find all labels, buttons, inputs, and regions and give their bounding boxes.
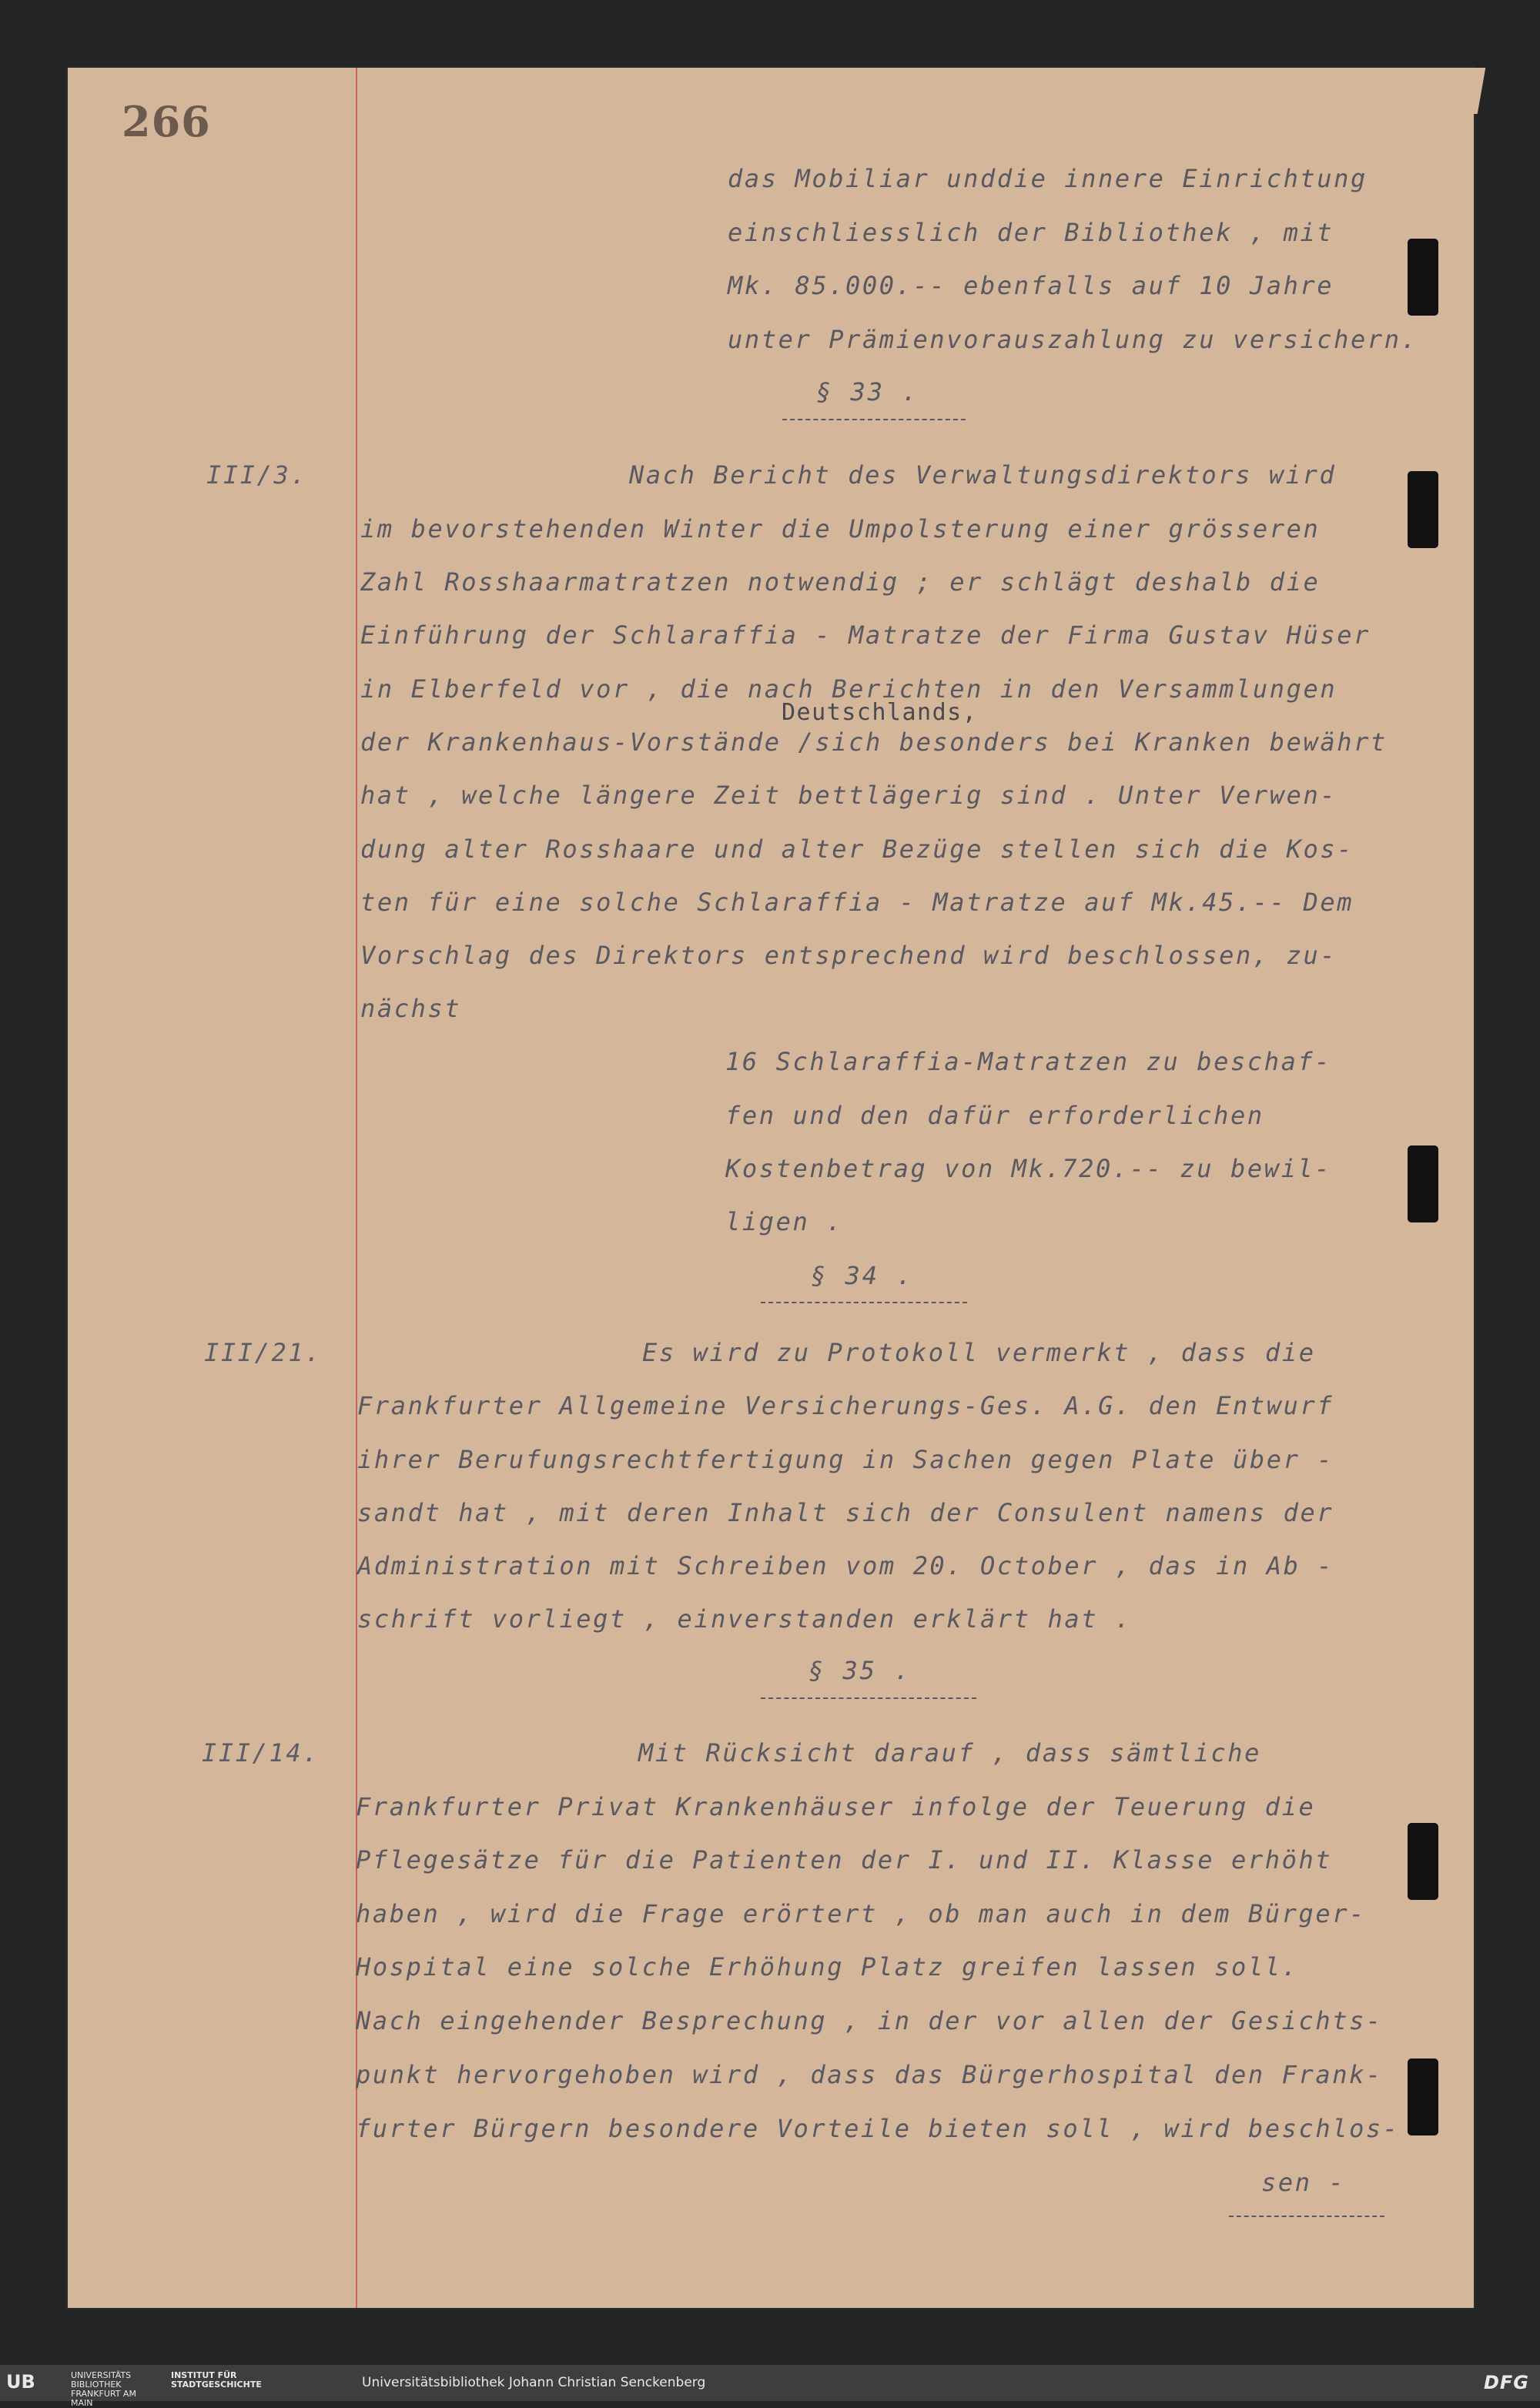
entry-reference: III/21. [204,1338,323,1367]
text-line: ihrer Berufungsrechtfertigung in Sachen gegen Plate über - [357,1445,1334,1474]
section-rule [761,1302,967,1303]
text-line: im bevorstehenden Winter die Umpolsterung einer grösseren [360,514,1321,543]
resolution-line: ligen . [725,1207,844,1236]
viewer-footer [0,2365,1540,2408]
text-line: Frankfurter Privat Krankenhäuser infolge der Teuerung die [356,1792,1316,1821]
text-line: Nach Bericht des Verwaltungsdirektors wird [629,460,1337,490]
text-line: Zahl Rosshaarmatratzen notwendig ; er schlägt deshalb die [360,567,1321,597]
text-line: Vorschlag des Direktors entsprechend wird beschlossen, zu- [360,941,1337,970]
continuation-mark: sen - [1261,2168,1346,2197]
text-line: unter Prämienvorauszahlung zu versichern. [728,325,1418,354]
text-line: ten für eine solche Schlaraffia - Matratze auf Mk.45.-- Dem [360,888,1354,917]
text-line: Administration mit Schreiben vom 20. October , das in Ab - [357,1551,1334,1580]
tab-marker [1408,2059,1438,2135]
resolution-line: fen und den dafür erforderlichen [725,1101,1264,1130]
section-rule [782,419,966,420]
tab-marker [1408,1145,1438,1222]
text-line: dung alter Rosshaare und alter Bezüge stellen sich die Kos- [360,834,1354,864]
isg-logo: INSTITUT FÜR STADTGESCHICHTE [171,2370,262,2390]
text-line: einschliesslich der Bibliothek , mit [728,218,1334,247]
section-rule [761,1697,976,1699]
text-line: das Mobiliar unddie innere Einrichtung [728,164,1368,193]
text-line: Mk. 85.000.-- ebenfalls auf 10 Jahre [728,271,1334,300]
text-line: Hospital eine solche Erhöhung Platz greifen lassen soll. [356,1952,1299,1982]
resolution-line: Kostenbetrag von Mk.720.-- zu bewil- [725,1154,1332,1183]
tab-marker [1408,239,1438,316]
text-line: furter Bürgern besondere Vorteile bieten soll , wird beschlos- [356,2114,1400,2143]
text-line: Nach eingehender Besprechung , in der vor allen der Gesichts- [356,2006,1383,2035]
text-line: haben , wird die Frage erörtert , ob man auch in dem Bürger- [356,1899,1366,1928]
document-page [68,68,1474,2308]
resolution-line: 16 Schlaraffia-Matratzen zu beschaf- [725,1047,1332,1076]
text-line: Frankfurter Allgemeine Versicherungs-Ges. A.G. den Entwurf [357,1391,1334,1420]
dfg-logo: DFG [1483,2372,1529,2393]
ub-logo: UB [6,2371,35,2393]
section-heading: § 35 . [808,1656,912,1685]
tab-marker [1408,1823,1438,1900]
text-line: der Krankenhaus-Vorstände /sich besonders bei Kranken bewährt [360,727,1388,757]
text-line: Einführung der Schlaraffia - Matratze der Firma Gustav Hüser [360,620,1371,650]
continuation-rule [1229,2216,1384,2217]
entry-reference: III/3. [206,460,308,490]
text-line: in Elberfeld vor , die nach Berichten in den Versammlungen [360,674,1337,704]
text-line: schrift vorliegt , einverstanden erklärt hat . [357,1604,1132,1634]
text-line: Mit Rücksicht darauf , dass sämtliche [638,1738,1262,1768]
text-line: sandt hat , mit deren Inhalt sich der Consulent namens der [357,1498,1334,1527]
entry-reference: III/14. [202,1738,320,1768]
tab-marker [1408,471,1438,548]
handwritten-insertion: Deutschlands, [782,699,978,726]
page-corner [1455,68,1486,114]
footer-caption: Universitätsbibliothek Johann Christian Senckenberg [362,2375,706,2390]
page-number: 266 [122,97,211,146]
text-line: nächst [360,994,462,1023]
text-line: punkt hervorgehoben wird , dass das Bürgerhospital den Frank- [356,2060,1383,2089]
text-line: Es wird zu Protokoll vermerkt , dass die [642,1338,1316,1367]
section-heading: § 33 . [816,377,919,406]
section-heading: § 34 . [811,1261,914,1290]
ub-logo-text: UNIVERSITÄTS BIBLIOTHEK FRANKFURT AM MAIN [71,2370,136,2408]
text-line: Pflegesätze für die Patienten der I. und II. Klasse erhöht [356,1845,1333,1875]
text-line: hat , welche längere Zeit bettlägerig sind . Unter Verwen- [360,781,1337,810]
